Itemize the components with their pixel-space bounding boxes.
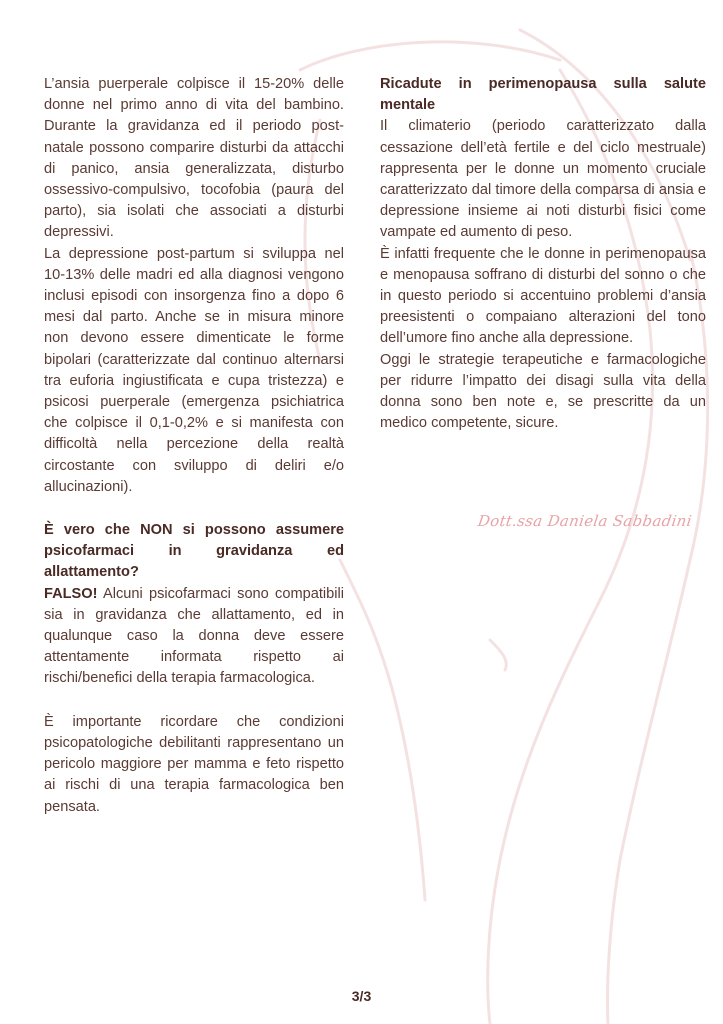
falso-label: FALSO! bbox=[44, 585, 98, 602]
right-column bbox=[380, 74, 706, 434]
paragraph-ansia-puerperale: L’ansia puerperale colpisce il 15-20% delle donne nel primo anno di vita del bambino. Durante la gravidanza ed il periodo post-natale possono comparire disturbi da attacchi di panico, ansia generalizzata, disturbo ossessivo-compulsivo, tocofobia (paura del parto), sia isolati che associati a disturbi depressivi. bbox=[44, 76, 344, 241]
page-number: 3/3 bbox=[351, 988, 372, 1004]
heading-psicofarmaci-gravidanza: È vero che NON si possono assumere psicofarmaci in gravidanza ed allattamento? bbox=[44, 522, 344, 581]
author-signature: Dott.ssa Daniela Sabbadini bbox=[476, 512, 694, 530]
paragraph-falso bbox=[44, 584, 344, 690]
paragraph-strategie-terapeutiche: Oggi le strategie terapeutiche e farmacologiche per ridurre l’impatto dei disagi sulla vita della donna sono ben note e, se prescritte da un medico competente, sicure. bbox=[380, 351, 706, 432]
paragraph-condizioni-psicopatologiche: È importante ricordare che condizioni psicopatologiche debilitanti rappresentano un pericolo maggiore per mamma e feto rispetto ai rischi di una terapia farmacologica ben pensata. bbox=[44, 713, 344, 815]
falso-text: Alcuni psicofarmaci sono compatibili sia in gravidanza che allattamento, ed in qualunque caso la donna deve essere attentamente informata rispetto ai rischi/benefici della terapia farmacologica. bbox=[44, 585, 344, 687]
paragraph-climaterio: Il climaterio (periodo caratterizzato dalla cessazione dell’età fertile e del ciclo mestruale) rappresenta per le donne un momento cruciale caratterizzato dal timore della comparsa di ansia e depressione insieme ai noti disturbi fisici come vampate ed aumento di peso. bbox=[380, 118, 706, 241]
paragraph-disturbi-sonno: È infatti frequente che le donne in perimenopausa e menopausa soffrano di disturbi del sonno o che in questo periodo si accentuino problemi d’ansia preesistenti o compaiano alterazioni del tono dell’umore fino anche alla depressione. bbox=[380, 245, 706, 347]
left-column bbox=[44, 74, 344, 818]
heading-perimenopausa: Ricadute in perimenopausa sulla salute mentale bbox=[380, 76, 706, 114]
paragraph-depressione-post-partum: La depressione post-partum si sviluppa nel 10-13% delle madri ed alla diagnosi vengono inclusi episodi con insorgenza fino a dopo 6 mesi dal parto. Anche se in misura minore non devono essere dimenticate le forme bipolari (caratterizzate dal continuo alternarsi tra euforia ingiustificata e cupa tristezza) e psicosi puerperale (emergenza psichiatrica che colpisce il 0,1-0,2% e si manifesta con difficoltà nella percezione della realtà circostante con sviluppo di deliri e/o allucinazioni). bbox=[44, 245, 344, 495]
